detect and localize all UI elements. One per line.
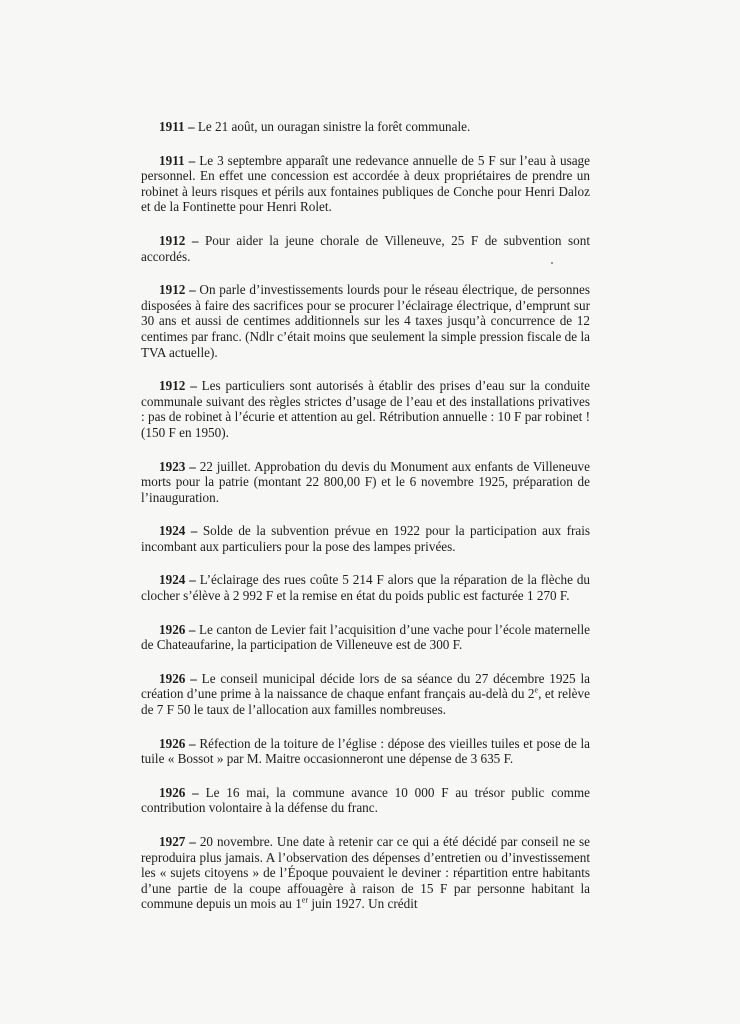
entry-text: Le 3 septembre apparaît une redevance annuelle de 5 F sur l’eau à usage personnel. En effet une concession est accordée à deux propriétaires de prendre un robinet à leurs risques et périls aux fontaines publiques de Conche pour Henri Daloz et de la Fontinette pour Henri Rolet. [141,152,590,215]
entry-year: 1911 [159,119,185,134]
entry-year: 1926 [159,735,186,751]
entry-year: 1927 [159,834,186,849]
entry-year: 1926 [159,784,186,800]
entry-year: 1911 [159,152,185,168]
entry-separator: – [184,119,198,134]
entry-text: Les particuliers sont autorisés à établir des prises d’eau sur la conduite communale suivant des règles strictes d’usage de l’eau et des installations privatives : pas de robinet à l’écurie et attention au gel. Rétribution annuelle : 10 F par robinet ! (150 F en 1950). [141,378,591,440]
entry-separator: – [185,572,200,588]
entry-text: Le 21 août, un ouragan sinistre la forêt communale. [197,119,471,134]
entry-year: 1912 [159,378,186,394]
entry-separator: – [185,378,202,394]
entry-year: 1923 [159,458,186,474]
entry-separator: – [185,232,205,248]
entry-text: Le canton de Levier fait l’acquisition d’une vache pour l’école maternelle de Chateaufarine, la participation de Villeneuve est de 300 F. [141,621,590,653]
entry-separator: – [185,670,202,686]
entry-year: 1924 [159,523,186,539]
entry-text: On parle d’investissements lourds pour le réseau électrique, de personnes disposées à faire des sacrifices pour se procurer l’éclairage électrique, d’emprunt sur 30 ans et aussi de centimes additionnels sur les 4 taxes jusqu’à concurrence de 12 centimes par franc. (Ndlr c’était moins que seulement la simple pression fiscale de la TVA actuelle). [141,282,590,360]
entry-text: Solde de la subvention prévue en 1922 pour la participation aux frais incombant aux particuliers pour la pose des lampes privées. [141,523,591,554]
entry-text: Réfection de la toiture de l’église : dépose des vieilles tuiles et pose de la tuile « Bossot » par M. Maitre occasionneront une dépense de 3 635 F. [141,735,591,767]
chronology-entry [141,671,590,718]
entry-separator: – [185,282,200,298]
entry-text-before: 20 novembre. Une date à retenir car ce qui a été décidé par conseil ne se reproduira plus jamais. A l’observation des dépenses d’entretien ou d’investissement les « sujets citoyens » de l’Époque pouvaient le deviner : répartition entre habitants d’une partie de la coupe affouagère à raison de 15 F par personne habitant la commune depuis un mois au 1 [141,834,590,912]
entry-separator: – [185,784,206,800]
chronology-entry [141,785,590,816]
chronology-entry [141,622,590,653]
entry-text: Le 16 mai, la commune avance 10 000 F au trésor public comme contribution volontaire à la défense du franc. [141,784,591,816]
chronology-entry [141,572,590,603]
chronology-entry [141,233,590,264]
entry-year: 1912 [159,282,186,298]
chronology-entry [141,834,590,912]
chronology-entry [141,378,590,440]
entry-year: 1924 [159,572,186,588]
entry-text: Pour aider la jeune chorale de Villeneuve, 25 F de subvention sont accordés. [141,232,590,264]
entry-year: 1926 [159,621,186,637]
chronology-entry [141,119,590,135]
entry-year: 1912 [159,232,186,248]
entry-separator: – [185,735,200,751]
chronology-entry [141,459,590,506]
superscript: er [301,895,309,905]
chronology-entry [141,153,590,215]
paper-speck [551,262,553,264]
entry-text-before: Le conseil municipal décide lors de sa séance du 27 décembre 1925 la création d’une prime à la naissance de chaque enfant français au-delà du 2 [141,670,591,702]
entry-separator: – [185,621,199,637]
entry-separator: – [185,523,203,539]
entry-text: L’éclairage des rues coûte 5 214 F alors que la réparation de la flèche du clocher s’élève à 2 992 F et la remise en état du poids public est facturée 1 270 F. [141,572,591,604]
entry-separator: – [185,834,200,849]
entry-separator: – [184,152,200,168]
entry-separator: – [185,458,200,474]
chronology-entry [141,523,590,554]
entry-text-after: , et relève de 7 F 50 le taux de l’allocation aux familles nombreuses. [141,686,590,718]
entry-text-after: juin 1927. Un crédit [308,896,418,912]
entry-year: 1926 [159,670,186,686]
chronology-entry [141,282,590,360]
document-body [141,119,590,930]
chronology-entry [141,736,590,767]
entry-text: 22 juillet. Approbation du devis du Monument aux enfants de Villeneuve morts pour la patrie (montant 22 800,00 F) et le 6 novembre 1925, préparation de l’inauguration. [141,458,590,505]
superscript: e [534,686,539,696]
